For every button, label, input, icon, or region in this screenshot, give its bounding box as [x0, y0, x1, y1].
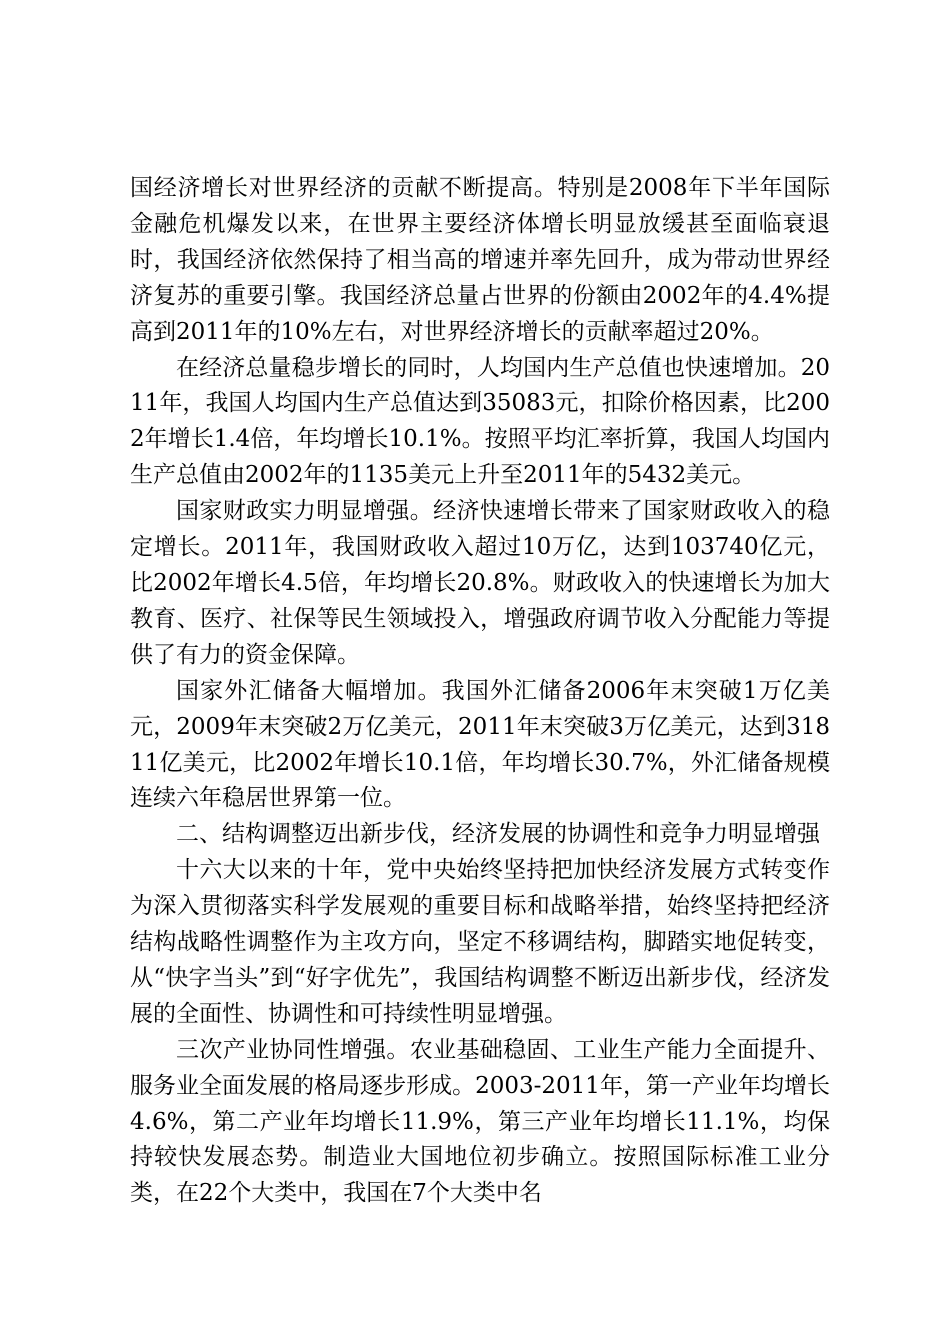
body-paragraph-2: 在经济总量稳步增长的同时，人均国内生产总值也快速增加。2011年，我国人均国内生产总值达到35083元，扣除价格因素，比2002年增长1.4倍，年均增长10.1%。按照平均汇率折算，我国人均国内生产总值由2002年的1135美元上升至2011年的5432美元。 [130, 354, 830, 489]
body-paragraph-7: 三次产业协同性增强。农业基础稳固、工业生产能力全面提升、服务业全面发展的格局逐步形成。2003-2011年，第一产业年均增长4.6%，第二产业年均增长11.9%，第三产业年均增长11.1%，均保持较快发展态势。制造业大国地位初步确立。按照国际标准工业分类，在22个大类中，我国在7个大类中名 [130, 1036, 830, 1207]
body-paragraph-1: 国经济增长对世界经济的贡献不断提高。特别是2008年下半年国际金融危机爆发以来，在世界主要经济体增长明显放缓甚至面临衰退时，我国经济依然保持了相当高的增速并率先回升，成为带动世界经济复苏的重要引擎。我国经济总量占世界的份额由2002年的4.4%提高到2011年的10%左右，对世界经济增长的贡献率超过20%。 [130, 175, 830, 345]
document-page [130, 171, 830, 1212]
section-heading: 二、结构调整迈出新步伐，经济发展的协调性和竞争力明显增强 [176, 821, 820, 848]
body-paragraph-6: 十六大以来的十年，党中央始终坚持把加快经济发展方式转变作为深入贯彻落实科学发展观的重要目标和战略举措，始终坚持把经济结构战略性调整作为主攻方向，坚定不移调结构，脚踏实地促转变，从“快字当头”到“好字优先”，我国结构调整不断迈出新步伐，经济发展的全面性、协调性和可持续性明显增强。 [130, 857, 830, 1027]
body-paragraph-4: 国家外汇储备大幅增加。我国外汇储备2006年末突破1万亿美元，2009年末突破2万亿美元，2011年末突破3万亿美元，达到31811亿美元，比2002年增长10.1倍，年均增长30.7%，外汇储备规模连续六年稳居世界第一位。 [130, 677, 830, 812]
body-paragraph-3: 国家财政实力明显增强。经济快速增长带来了国家财政收入的稳定增长。2011年，我国财政收入超过10万亿，达到103740亿元，比2002年增长4.5倍，年均增长20.8%。财政收入的快速增长为加大教育、医疗、社保等民生领域投入，增强政府调节收入分配能力等提供了有力的资金保障。 [130, 498, 830, 668]
